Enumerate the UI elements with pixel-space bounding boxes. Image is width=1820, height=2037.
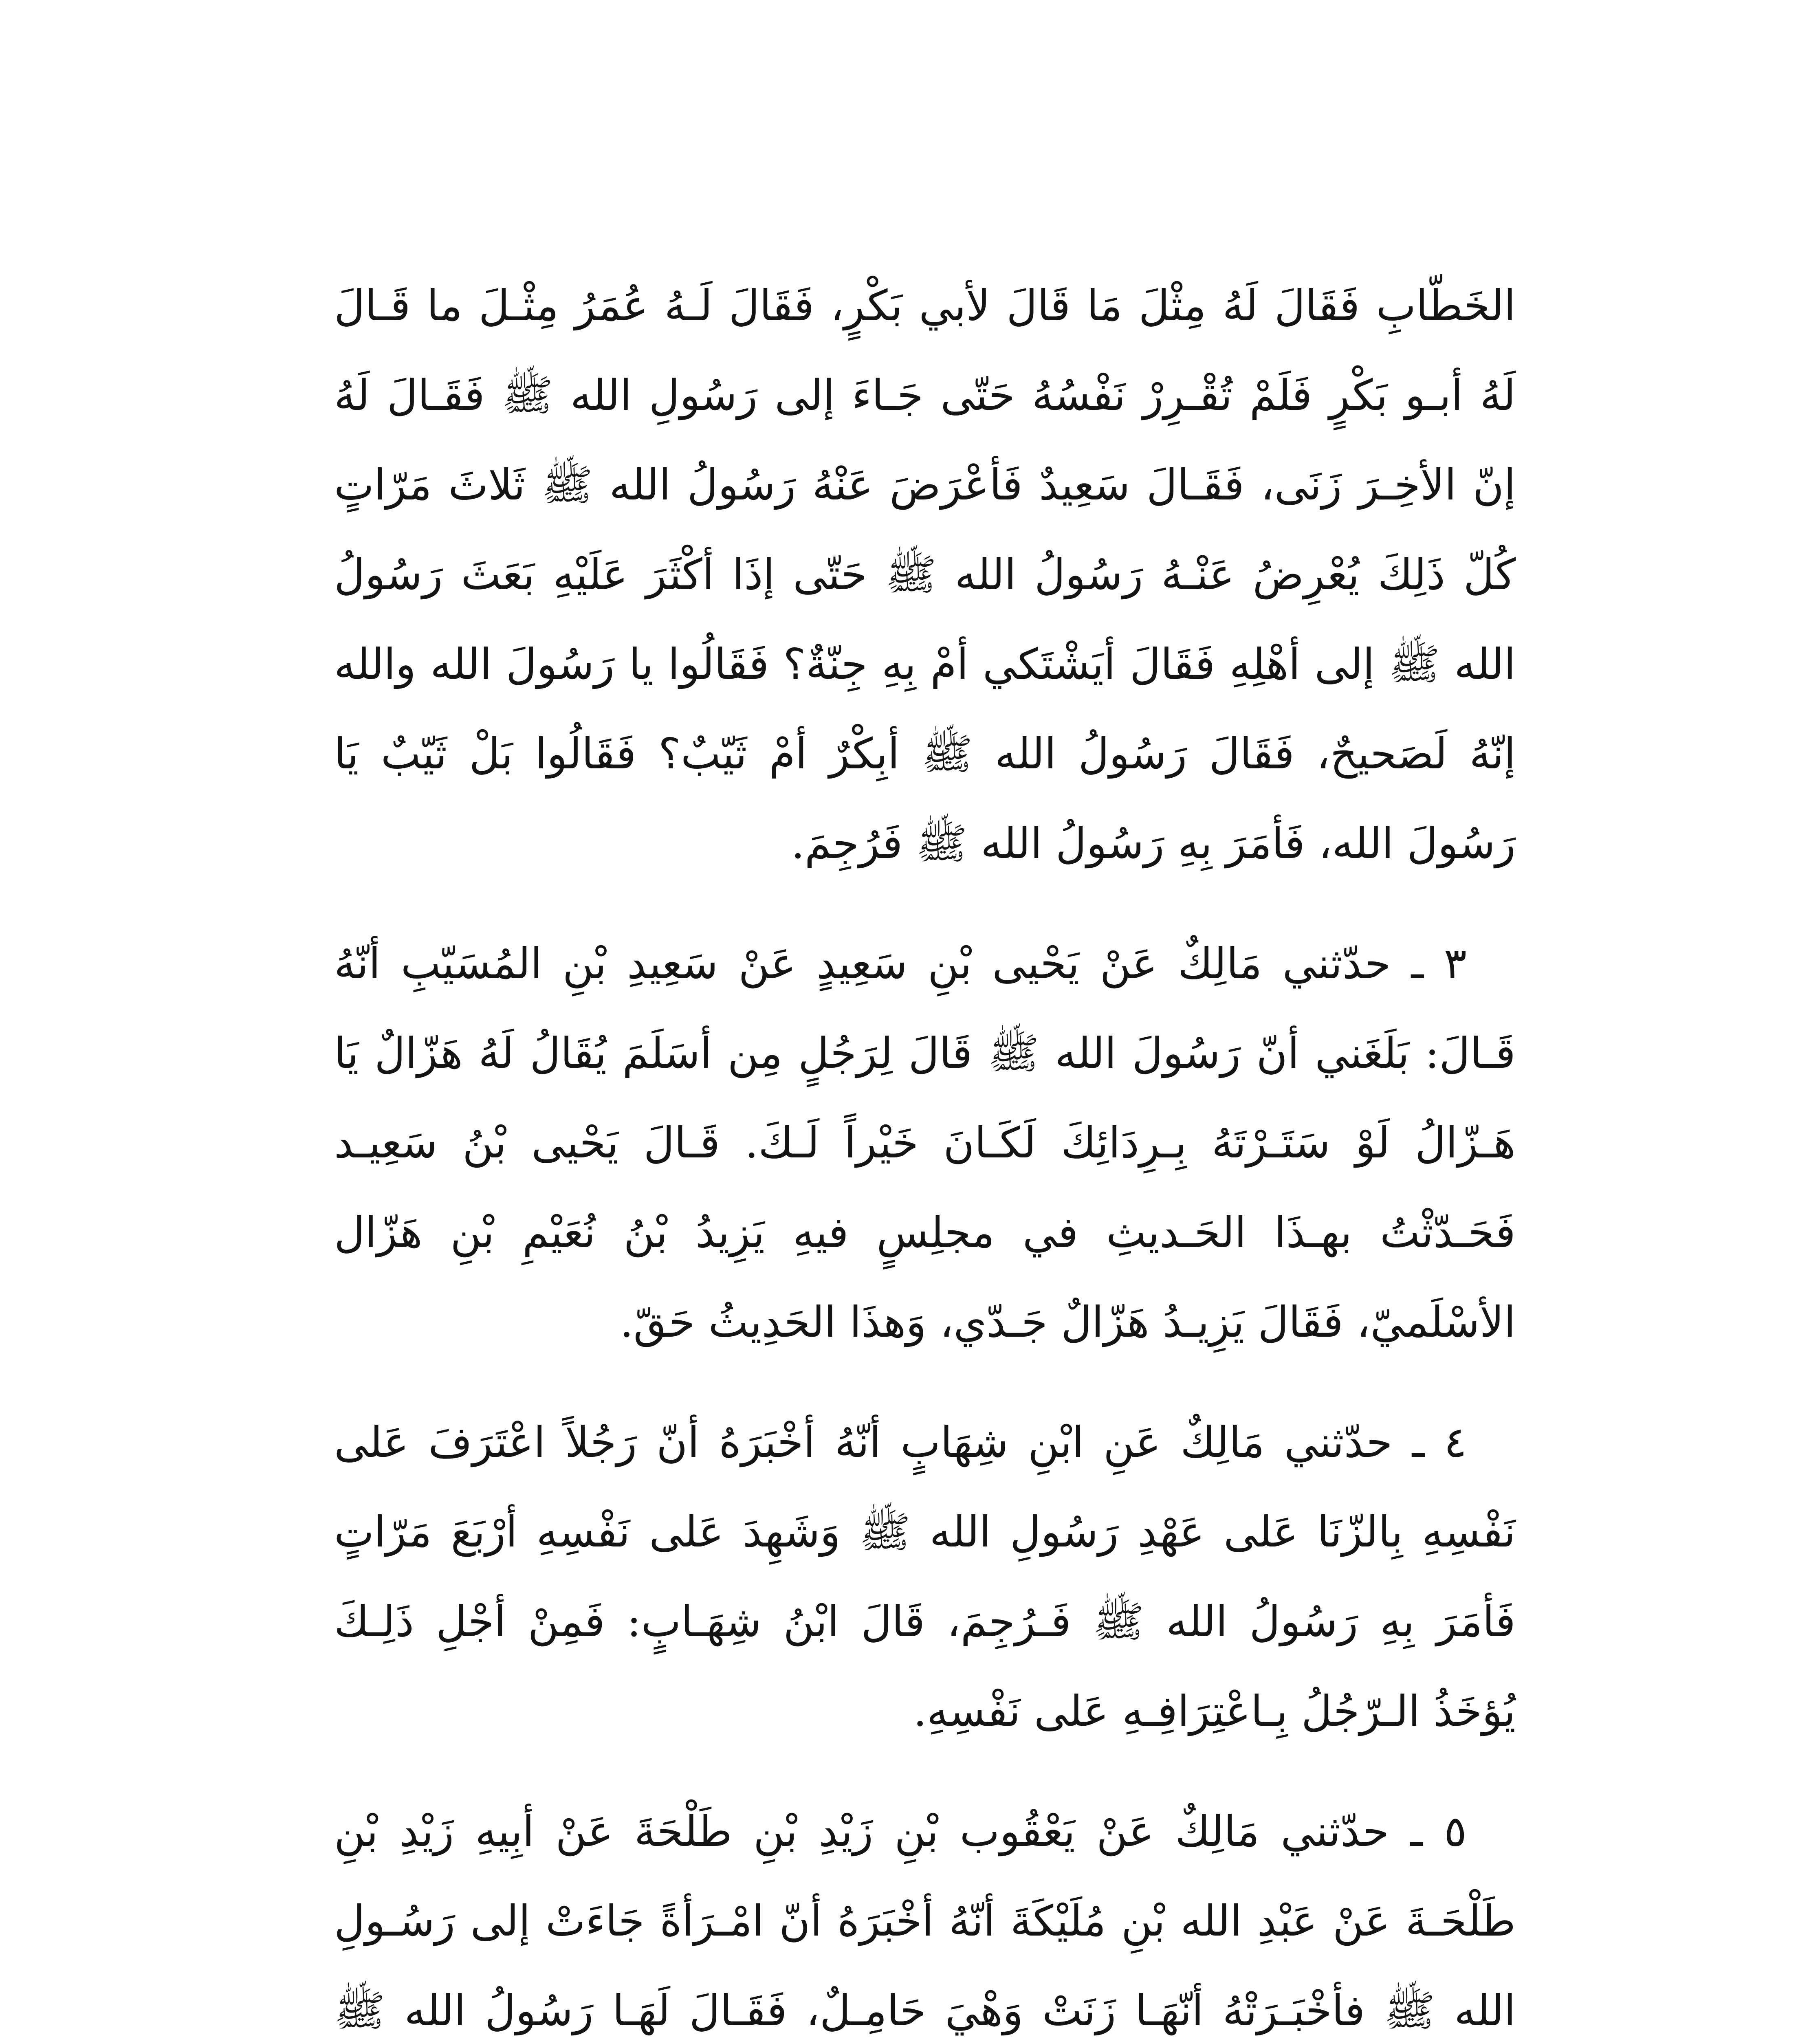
paragraph-hadith-4: ٤ ـ حدّثني مَالِكٌ عَنِ ابْنِ شِهَابٍ أنّهُ أخْبَرَهُ أنّ رَجُلاً اعْتَرَفَ عَلى نَفْسِهِ بِالزّنَا عَلى عَهْدِ رَسُولِ الله ﷺ وَشَهِدَ عَلى نَفْسِهِ أرْبَعَ مَرّاتٍ فَأمَرَ بِهِ رَسُولُ الله ﷺ فَـرُجِمَ، قَالَ ابْنُ شِهَـابٍ: فَمِنْ أجْلِ ذَلِـكَ يُؤخَذُ الـرّجُلُ بِـاعْتِرَافِـهِ عَلى نَفْسِهِ. bbox=[334, 1417, 1516, 1736]
paragraph-hadith-5: ٥ ـ حدّثني مَالِكٌ عَنْ يَعْقُوب بْنِ زَيْدِ بْنِ طَلْحَةَ عَنْ أبِيهِ زَيْدِ بْنِ طَلْحَـةَ عَنْ عَبْدِ الله بْنِ مُلَيْكَةَ أنّهُ أخْبَرَهُ أنّ امْـرَأةً جَاءَتْ إلى رَسُـولِ الله ﷺ فأخْبَـرَتْهُ أنّهَـا زَنَتْ وَهْيَ حَامِـلٌ، فَقَـالَ لَهَـا رَسُولُ الله ﷺ bbox=[334, 1806, 1516, 2035]
paragraph-continuation: الخَطّابِ فَقَالَ لَهُ مِثْلَ مَا قَالَ لأبي بَكْرٍ، فَقَالَ لَـهُ عُمَرُ مِثْـلَ ما قَـالَ لَهُ أبـو بَكْرٍ فَلَمْ تُقْـرِرْ نَفْسُهُ حَتّى جَـاءَ إلى رَسُولِ الله ﷺ فَقَـالَ لَهُ إنّ الأخِـرَ زَنَى، فَقَـالَ سَعِيدٌ فَأعْرَضَ عَنْهُ رَسُولُ الله ﷺ ثَلاثَ مَرّاتٍ كُلّ ذَلِكَ يُعْرِضُ عَنْـهُ رَسُولُ الله ﷺ حَتّى إذَا أكْثَرَ عَلَيْهِ بَعَثَ رَسُولُ الله ﷺ إلى أهْلِهِ فَقَالَ أيَشْتَكي أمْ بِهِ جِنّةٌ؟ فَقَالُوا يا رَسُولَ الله والله إنّهُ لَصَحيحٌ، فَقَالَ رَسُولُ الله ﷺ أبِكْرٌ أمْ ثَيّبٌ؟ فَقَالُوا بَلْ ثَيّبٌ يَا رَسُولَ الله، فَأمَرَ بِهِ رَسُولُ الله ﷺ فَرُجِمَ. bbox=[334, 281, 1516, 868]
paragraph-hadith-3: ٣ ـ حدّثني مَالِكٌ عَنْ يَحْيى بْنِ سَعِيدٍ عَنْ سَعِيدِ بْنِ المُسَيّبِ أنّهُ قَـالَ: بَلَغَني أنّ رَسُولَ الله ﷺ قَالَ لِرَجُلٍ مِن أسَلَمَ يُقَالُ لَهُ هَزّالٌ يَا هَـزّالُ لَوْ سَتَـرْتَهُ بِـرِدَائِكَ لَكَـانَ خَيْراً لَـكَ. قَـالَ يَحْيى بْنُ سَعِيـد فَحَـدّثْتُ بهـذَا الحَـديثِ في مجلِسٍ فيهِ يَزِيدُ بْنُ نُعَيْمِ بْنِ هَزّال الأسْلَميّ، فَقَالَ يَزِيـدُ هَزّالٌ جَـدّي، وَهذَا الحَدِيثُ حَقّ. bbox=[334, 939, 1516, 1347]
body-text bbox=[334, 261, 1516, 2037]
